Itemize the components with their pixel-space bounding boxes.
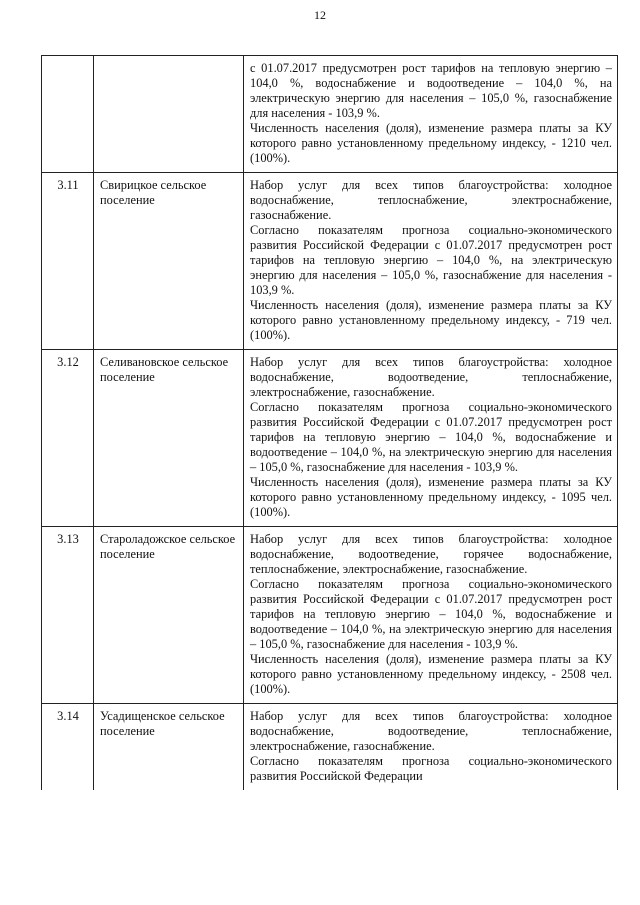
row-number-cell: 3.13 (42, 527, 94, 704)
row-number-cell: 3.14 (42, 704, 94, 791)
table-row (42, 173, 618, 350)
description-cell (244, 56, 618, 173)
table-row (42, 527, 618, 704)
tariff-table (41, 55, 618, 790)
row-number-cell: 3.11 (42, 173, 94, 350)
table-row (42, 704, 618, 791)
settlement-name-cell: Староладожское сельское поселение (94, 527, 244, 704)
description-paragraph: Численность населения (доля), изменение размера платы за КУ которого равно установленному предельному индексу, - 719 чел. (100%). (250, 298, 612, 342)
settlement-name-cell: Свирицкое сельское поселение (94, 173, 244, 350)
description-paragraph: Набор услуг для всех типов благоустройства: холодное водоснабжение, водоотведение, теплоснабжение, электроснабжение, газоснабжение. (250, 709, 612, 753)
description-paragraph: Согласно показателям прогноза социально-экономического развития Российской Федерации с 01.07.2017 предусмотрен рост тарифов на тепловую энергию – 104,0 %, водоснабжение и водоотведение – 104,0 %, на электрическую энергию для населения – 105,0 %, газоснабжение для населения - 103,9 %. (250, 577, 612, 651)
page-number: 12 (314, 8, 326, 22)
table-row (42, 56, 618, 173)
description-paragraph: Набор услуг для всех типов благоустройства: холодное водоснабжение, водоотведение, горячее водоснабжение, теплоснабжение, электроснабжение, газоснабжение. (250, 532, 612, 576)
settlement-name-cell: Селивановское сельское поселение (94, 350, 244, 527)
description-paragraph: Набор услуг для всех типов благоустройства: холодное водоснабжение, теплоснабжение, электроснабжение, газоснабжение. (250, 178, 612, 222)
table-row (42, 350, 618, 527)
description-paragraph: Численность населения (доля), изменение размера платы за КУ которого равно установленному предельному индексу, - 1095 чел. (100%). (250, 475, 612, 519)
row-number-cell: 3.12 (42, 350, 94, 527)
description-paragraph: Согласно показателям прогноза социально-экономического развития Российской Федерации с 01.07.2017 предусмотрен рост тарифов на тепловую энергию – 104,0 %, водоснабжение и водоотведение – 104,0 %, на электрическую энергию для населения – 105,0 %, газоснабжение для населения - 103,9 %. (250, 400, 612, 474)
description-cell (244, 173, 618, 350)
settlement-name-cell: Усадищенское сельское поселение (94, 704, 244, 791)
description-paragraph: Набор услуг для всех типов благоустройства: холодное водоснабжение, водоотведение, теплоснабжение, электроснабжение, газоснабжение. (250, 355, 612, 399)
description-cell (244, 527, 618, 704)
description-paragraph: Численность населения (доля), изменение размера платы за КУ которого равно установленному предельному индексу, - 2508 чел. (100%). (250, 652, 612, 696)
settlement-name-cell (94, 56, 244, 173)
description-paragraph: с 01.07.2017 предусмотрен рост тарифов на тепловую энергию – 104,0 %, водоснабжение и водоотведение – 104,0 %, на электрическую энергию для населения – 105,0 %, газоснабжение для населения - 103,9 %. (250, 61, 612, 120)
description-paragraph: Численность населения (доля), изменение размера платы за КУ которого равно установленному предельному индексу, - 1210 чел. (100%). (250, 121, 612, 165)
description-paragraph: Согласно показателям прогноза социально-экономического развития Российской Федерации (250, 754, 612, 783)
row-number-cell (42, 56, 94, 173)
description-cell (244, 350, 618, 527)
description-paragraph: Согласно показателям прогноза социально-экономического развития Российской Федерации с 01.07.2017 предусмотрен рост тарифов на тепловую энергию – 104,0 %, на электрическую энергию для населения – 105,0 %, газоснабжение для населения - 103,9 %. (250, 223, 612, 297)
description-cell (244, 704, 618, 791)
